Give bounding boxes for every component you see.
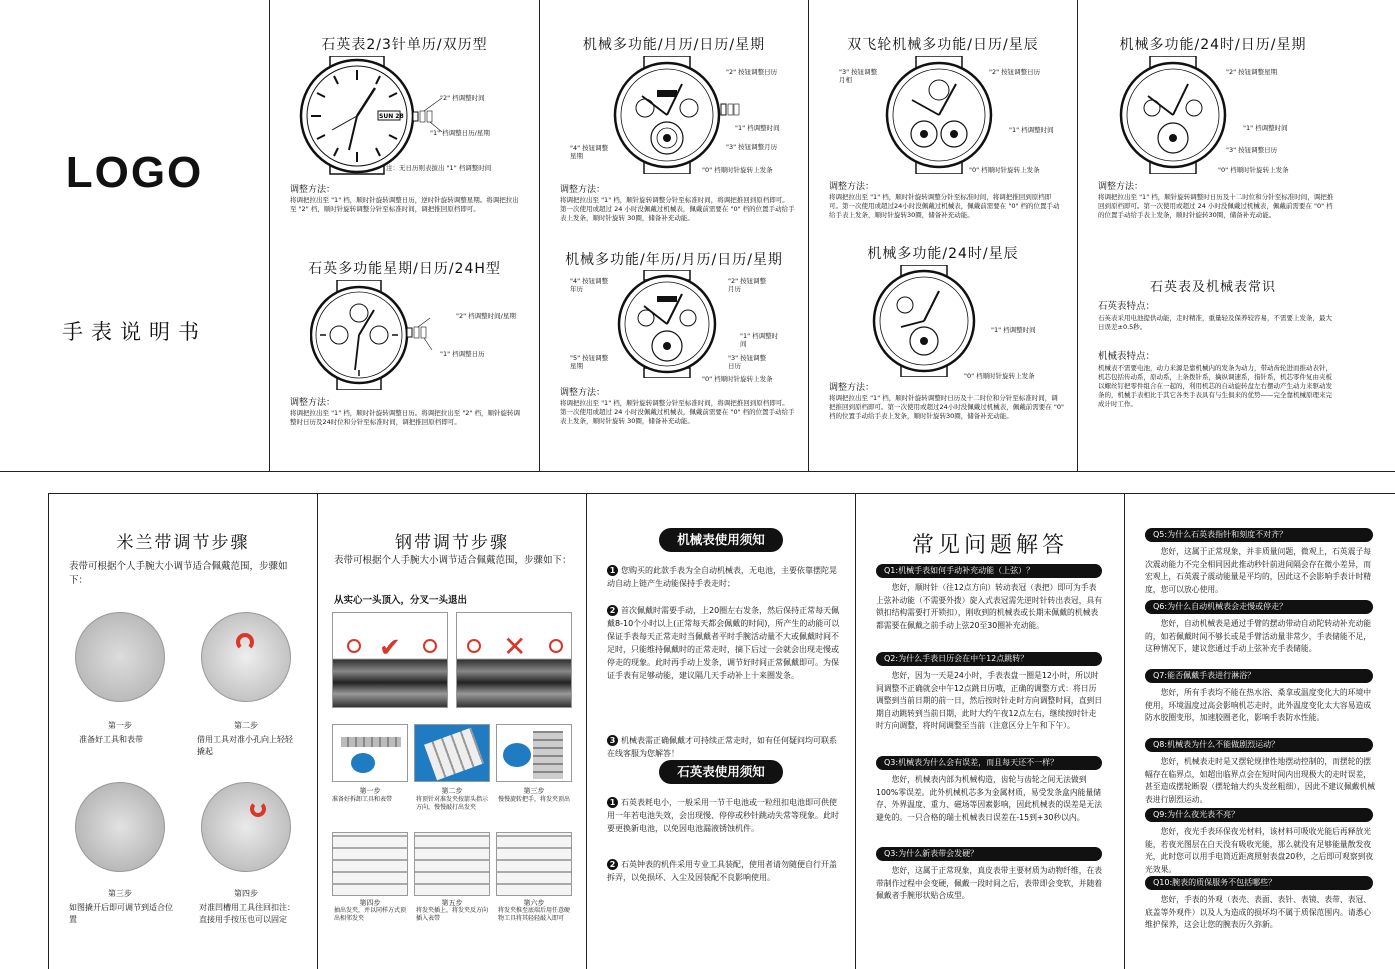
faq-q10: Q10:腕表的质保服务不包括哪些？ <box>1145 876 1373 890</box>
steel-step6-desc: 将发夹推至底端后用任意硬物工具将其轻轻敲入即可 <box>498 907 571 922</box>
milan-step1-image <box>75 612 165 702</box>
p4-c0-label: "0" 档顺时针旋转上发条 <box>1218 166 1289 174</box>
p4-c2-label: "2" 按钮调整星期 <box>1226 68 1278 76</box>
mech-note-3: 3 机械表需正确佩戴才可持续正常走时，如有任何疑问均可联系在线客服为您解答！ <box>607 736 837 758</box>
p3-c3-label: "3" 按钮调整月相 <box>839 68 878 84</box>
p2-d2-label: "2" 按钮调整月历 <box>728 277 767 293</box>
title-mech-month: 机械多功能/月历/日历/星期 <box>582 37 766 53</box>
panel-notes <box>586 493 856 969</box>
check-mark-icon: ✔ <box>379 633 401 663</box>
quartz-note-1: 1 石英表耗电小，一般采用一节干电池或一粒纽扣电池即可供使用一年若电池失效，会出现慢、停停或秒针跳动失常等现象。此时要更换新电池，以免因电池漏液锈蚀机件。 <box>607 798 839 833</box>
p2-adjust-1: 调整方法： 将调把拉出至 "1" 档，顺针旋转调整分针至标准时间，将调把推回到原档即可。第一次使用或超过 24 小时没佩戴过机械表，佩戴前需要在 "0" 档的位置手动给手表上发条，顺时针旋转 30圈，储备补充动能。 <box>560 185 795 222</box>
pin-hole-left-icon <box>347 639 361 653</box>
watch-mech-month-icon <box>612 56 722 174</box>
milan-step1-desc: 准备好工具和表带 <box>79 735 143 744</box>
num-1-icon: 1 <box>607 565 618 576</box>
faq-q8: Q8:机械表为什么不能做剧烈运动？ <box>1145 738 1373 752</box>
p3-d0-label: "0" 档顺时针旋转上发条 <box>964 372 1035 380</box>
steel-step1-desc: 准备好拆卸工具和表带 <box>332 796 393 803</box>
steel-step5-desc: 将发夹插上，将发夹反方向插入表带 <box>416 907 489 922</box>
steel-step1-image <box>332 724 408 782</box>
milan-step3-desc: 如图撬开后即可调节到适合位置 <box>69 903 173 924</box>
steel-step2-desc: 将顶针对准发夹按箭头指示方向，慢慢敲打出发夹 <box>416 796 489 811</box>
steel-step3-desc: 慢慢旋转把手，将发夹顶出 <box>498 796 571 803</box>
faq-a3: 您好，机械表内部为机械构造，齿轮与齿轮之间无法做到100%零误差。此外机械机芯多为金属材质，易受发条盒内能量储存、外界温度、重力、磁场等因素影响，因此机械表的误差是无法避免的。一只合格的瑞士机械表日误差在-15到+30秒以内。 <box>876 775 1103 822</box>
panel-steel <box>317 493 587 969</box>
pin-hole-right-icon <box>423 639 437 653</box>
title-mech-24h-week: 机械多功能/24时/日历/星期 <box>1119 37 1307 53</box>
p3-d1-label: "1" 档调整时间 <box>991 326 1036 334</box>
panel-quartz <box>269 0 540 472</box>
faq-q1: Q1:机械手表如何手动补充动能（上弦）？ <box>876 564 1102 578</box>
p4-c3-label: "3" 按钮调整日历 <box>1226 146 1278 154</box>
faq-a4: 您好，这属于正常现象，真皮表带主要材质为动物纤维，在表带制作过程中会变硬，佩戴一段时间之后，表带即会变软，并随着佩戴者手腕形状贴合成型。 <box>876 866 1103 900</box>
steel-step4-label: 第四步 <box>359 899 381 907</box>
adjust-method-2: 调整方法： 将调把拉出至 "1" 档，顺时针旋转调整日历。将调把拉出至 "2" 档，顺针旋转调整时日历及24时位和分针至标准时间，调把推回原档即可。 <box>290 398 520 426</box>
steel-step1-label: 第一步 <box>359 787 381 795</box>
crown-1-label: "1" 档调整日历/星期 <box>430 129 490 137</box>
p4-adjust: 调整方法： 将调把拉出至 "1" 档，顺针旋转调整时日历及十二时位和分针至标准时间，调把推回到原档即可。第一次使用或超过 24 小时没佩戴过机械表，佩戴前需要在 "0" 档的位置手动给手表上发条，顺时针旋转30圈，储备补充动能。 <box>1098 182 1334 219</box>
panel-faq-1 <box>855 493 1125 969</box>
wrong-pin-image <box>456 612 572 708</box>
milan-step2-desc: 借用工具对准小孔向上轻轻撬起 <box>197 735 293 756</box>
p3-adjust-1: 调整方法： 将调把拉出至 "1" 档，顺时针旋转调整分针至标准时间，将调把推回到原档即可。第一次使用或超过24小时没佩戴过机械表，佩戴前需要在 "0" 档的位置手动给手表上发条，顺时针旋转30圈，储备补充动能。 <box>829 182 1060 219</box>
faq-a10: 您好，手表的外观（表壳、表面、表针、表镜、表带、表冠、底盖等外观件）以及人为造成的损坏均不属于质保范围内。请悉心维护保养，这会让您的腕表历久弥新。 <box>1145 895 1372 929</box>
pin-hole-left-icon-2 <box>467 639 481 653</box>
steel-step3-label: 第三步 <box>523 787 545 795</box>
steel-title: 钢带调节步骤 <box>395 533 509 553</box>
faq-q6: Q6:为什么自动机械表会走慢或停走？ <box>1145 600 1373 614</box>
p4-c1-label: "1" 档调整时间 <box>1243 124 1288 132</box>
crown-stack-icon <box>720 98 740 122</box>
title-tourbillon: 双飞轮机械多功能/日历/星辰 <box>847 37 1039 53</box>
p2-c0-label: "0" 档顺时针旋转上发条 <box>702 166 773 174</box>
p2-d5-label: "5" 按钮调整星期 <box>570 354 609 370</box>
num-3-icon: 3 <box>607 735 618 746</box>
milan-step2-label: 第二步 <box>234 721 258 730</box>
faq-q4: Q3:为什么新表带会发硬？ <box>876 847 1102 861</box>
cover-panel <box>0 0 270 472</box>
steel-step2-image <box>414 724 490 782</box>
p2-c4-label: "4" 按钮调整星期 <box>570 144 609 160</box>
logo: LOGO <box>65 148 204 197</box>
red-arrow-icon <box>236 633 254 651</box>
steel-step4-image <box>332 832 408 896</box>
steel-step5-image <box>414 832 490 896</box>
p2-c2-label: "2" 按钮调整日历 <box>726 68 778 76</box>
milan-step4-desc: 对准凹槽用工具往回扣注：直接用手按压也可以固定 <box>199 903 295 924</box>
milan-step4-label: 第四步 <box>234 889 258 898</box>
faq-a1: 您好，顺时针（往12点方向）转动表冠（表把）即可为手表上弦补动能（不需要外拨）旋入式表冠需先逆时针转出表冠，具有锁扣结构需要打开锁扣），刚收到的机械表或长期未佩戴的机械表都需要在佩戴之前手动上弦20至30圈补充动能。 <box>876 583 1103 630</box>
adjust-method-1: 调整方法： 将调把拉出至 "1" 档，顺时针旋转调整日历，逆时针旋转调整星期。将调把拉出至 "2" 档，顺时针旋转调整分针至标准时间，调把推回原档即可。 <box>290 185 519 213</box>
steel-intro: 表带可根据个人手腕大小调节适合佩戴范围，步骤如下： <box>334 555 572 566</box>
svg-text:SUN 28: SUN 28 <box>379 113 404 120</box>
mech-note-2: 2 首次佩戴时需要手动，上20圈左右发条，然后保持正常每天佩戴8-10个小时以上(正常每天都会佩戴的时间)，所产生的动能可以保证手表每天正常走时当佩戴者平时手腕活动量不大或佩戴时间不足时，只能维持佩戴时的正常走时，摘下后过一会就会出现走慢或停走的现象。此时再手动上发条，调节好时间正常佩戴即可。为保证手表有足够动能，建议隔几天手动补上十来圈发条。 <box>607 606 840 680</box>
quartz-note-2: 2 石英钟表的机件采用专业工具装配，使用者请勿随便自行开盖拆弄，以免损坏、入尘及因装配不良影响使用。 <box>607 860 837 882</box>
red-arrow-icon-2 <box>250 801 266 817</box>
title-mech-24h-star: 机械多功能/24时/星辰 <box>867 246 1019 262</box>
panel-mech-month <box>539 0 809 472</box>
crown-1b-label: "1" 档调整日历 <box>440 350 485 358</box>
title-mech-year: 机械多功能/年历/月历/日历/星期 <box>565 252 783 268</box>
panel-mech-tourbillon <box>808 0 1078 472</box>
steel-step6-label: 第六步 <box>523 899 545 907</box>
p2-c3-label: "3" 按钮调整月历 <box>726 143 778 151</box>
steel-step4-desc: 抽出发夹，并以同样方式顶出相邻发夹 <box>334 907 407 922</box>
steel-subtitle: 从实心一头顶入，分叉一头退出 <box>334 595 468 606</box>
faq-a7: 您好，所有手表均不能在热水浴、桑拿或温度变化大的环境中使用，环境温度过高会影响机芯走时，此外温度变化太大容易造成防水胶圈变形，加速胶圈老化，影响手表防水性能。 <box>1145 688 1372 722</box>
faq-title: 常见问题解答 <box>911 533 1068 558</box>
quartz-features: 石英表特点： 石英表采用电池提供动能，走时精准，重量轻及保养较容易，不需要上发条，最大日误差±0.5秒。 <box>1098 301 1332 331</box>
p3-adjust-2: 调整方法： 将调把拉出至 "1" 档，顺时针旋转调整时日历及十二时位和分针至标准时间，调把推回到原档即可。第一次使用或超过24小时没佩戴过机械表，佩戴前需要在 "0" 档的位置手动给手表上发条，顺时针旋转30圈，储备补充动能。 <box>829 383 1064 420</box>
steel-step5-label: 第五步 <box>441 899 463 907</box>
watch-mech-24h-week-icon <box>1118 56 1228 174</box>
crown-2-label: "2" 档调整时间 <box>440 94 485 102</box>
mech-note-1: 1 您购买的此款手表为全自动机械表，无电池，主要依靠摆陀晃动自动上链产生动能保持手表走时； <box>607 566 837 588</box>
quartz-notice-title: 石英表使用须知 <box>659 760 783 784</box>
steel-step3-image <box>496 724 572 782</box>
faq-a2: 您好，因为一天是24小时，手表表盘一圈是12小时，所以时间调整不正确就会中午12点跳日历哦，正确的调整方式：将日历调整到当前日期的前一日，然后按时针走时方向调整时间，直到日期自动跳转到当前日期，此时大约午夜12点左右，继续按时针走时方向调整，将时间调整至当前（注意区分上午和下午）。 <box>876 671 1103 730</box>
panel-milan <box>48 493 318 969</box>
faq-q5: Q5:为什么石英表指针和刻度不对齐？ <box>1145 528 1373 542</box>
faq-a5: 您好，这属于正常现象，并非质量问题，微观上，石英震子每次震动能力不完全相同因此推动秒针前进间隔会存在微小差异，而宏观上，石英震子震动能量是平均的，因此这不会影响手表计时精度，您可以放心使用。 <box>1145 547 1372 594</box>
panel-mech-24h <box>1077 0 1395 472</box>
faq-q9: Q9:为什么夜光表不亮？ <box>1145 808 1373 822</box>
faq-a9: 您好，夜光手表环保夜光材料，该材料可吸收光能后再释放光能，若夜光图层在白天没有吸收光能，那么就没有足够能量散发夜光，此时您可以用手电筒近距离照射表盘20秒，之后即可观察到夜光效果。 <box>1145 827 1374 874</box>
correct-pin-image <box>332 612 448 708</box>
milan-title: 米兰带调节步骤 <box>116 533 250 553</box>
watch-quartz-multi-icon <box>310 280 500 390</box>
crown-2b-label: "2" 档调整时间/星期 <box>456 312 516 320</box>
faq-q3: Q3:机械表为什么会有误差，而且每天还不一样？ <box>876 756 1102 770</box>
watch-mech-year-icon <box>612 270 722 378</box>
faq-a6: 您好，自动机械表是通过手臂的摆动带动自动陀转动补充动能的，如若佩戴时间不够长或是手臂活动量非常少，手表储能不足，这种情况下，建议您通过手动上弦补充手表储能。 <box>1145 619 1372 653</box>
cross-mark-icon: ✕ <box>503 630 527 663</box>
milan-step3-image <box>75 782 165 872</box>
p2-d4-label: "4" 按钮调整年历 <box>570 277 609 293</box>
faq-q2: Q2:为什么手表日历会在中午12点跳转？ <box>876 652 1102 666</box>
num-2-icon: 2 <box>607 605 618 616</box>
milan-step3-label: 第三步 <box>108 889 132 898</box>
steel-step2-label: 第二步 <box>441 787 463 795</box>
mech-features: 机械表特点： 机械表不需要电池，动力来源是靠机械内的发条为动力，带动齿轮进而推动表针，机芯包括传动系，原动系，上条拨针系，擒纵调速系，指针系，机芯零件复由夹板以螺丝钉把零件组合在一起的，利用机芯的自动旋转盘左右摆动产生动力来驱动发条的，机械手表相比于其它各类手表具有与生俱来的优势——完全靠机械原理来完成计时工作。 <box>1098 351 1332 408</box>
p3-c2-label: "2" 按钮调整日历 <box>989 68 1041 76</box>
p2-d0-label: "0" 档顺时针旋转上发条 <box>702 375 773 383</box>
faq-q7: Q7:能否佩戴手表进行淋浴？ <box>1145 669 1373 683</box>
watch-tourbillon-icon <box>884 56 994 174</box>
pin-hole-right-icon-2 <box>549 639 563 653</box>
milan-step2-image <box>201 612 291 702</box>
title-quartz-2-3: 石英表2/3针单历/双历型 <box>321 37 488 53</box>
title-quartz-multi: 石英多功能星期/日历/24H型 <box>308 261 501 277</box>
mech-notice-title: 机械表使用须知 <box>659 528 783 552</box>
milan-intro: 表带可根据个人手腕大小调节适合佩戴范围，步骤如下： <box>69 561 288 586</box>
p2-d1-label: "1" 档调整时间 <box>740 332 779 348</box>
num-2b-icon: 2 <box>607 859 618 870</box>
manual-title: 手表说明书 <box>62 320 207 344</box>
title-knowledge: 石英表及机械表常识 <box>1149 280 1276 295</box>
milan-step1-label: 第一步 <box>108 721 132 730</box>
p2-adjust-2: 调整方法： 将调把拉出至 "1" 档，顺针旋转调整分针至标准时间，将调把推回到原档即可。第一次使用或超过 24 小时没佩戴过机械表，佩戴前需要在 "0" 档的位置手动给手表上发条，顺时针旋转 30圈，储备补充动能。 <box>560 388 795 425</box>
steel-step6-image <box>496 832 572 896</box>
panel-faq-2 <box>1124 493 1395 969</box>
p2-d3-label: "3" 按钮调整日历 <box>728 354 767 370</box>
p3-c0-label: "0" 档顺时针旋转上发条 <box>969 166 1040 174</box>
note-text: 注：无日历则表拔出 "1" 档调整时间 <box>386 164 492 172</box>
watch-mech-24h-icon <box>869 265 979 377</box>
p3-c1-label: "1" 档调整时间 <box>1009 126 1054 134</box>
watch-quartz-simple-icon <box>292 56 522 176</box>
faq-a8: 您好，机械表走时是又摆轮规律性地摆动控制的，而摆轮的摆幅存在临界点，如超出临界点会在短时间内出现极大的走时误差，甚至造成摆轮断裂（摆轮轴大约头发丝粗细），因此不建议佩戴机械表进行剧烈运动。 <box>1145 757 1376 804</box>
p2-c1-label: "1" 档调整时间 <box>735 124 780 132</box>
num-1b-icon: 1 <box>607 797 618 808</box>
milan-step4-image <box>201 782 291 872</box>
